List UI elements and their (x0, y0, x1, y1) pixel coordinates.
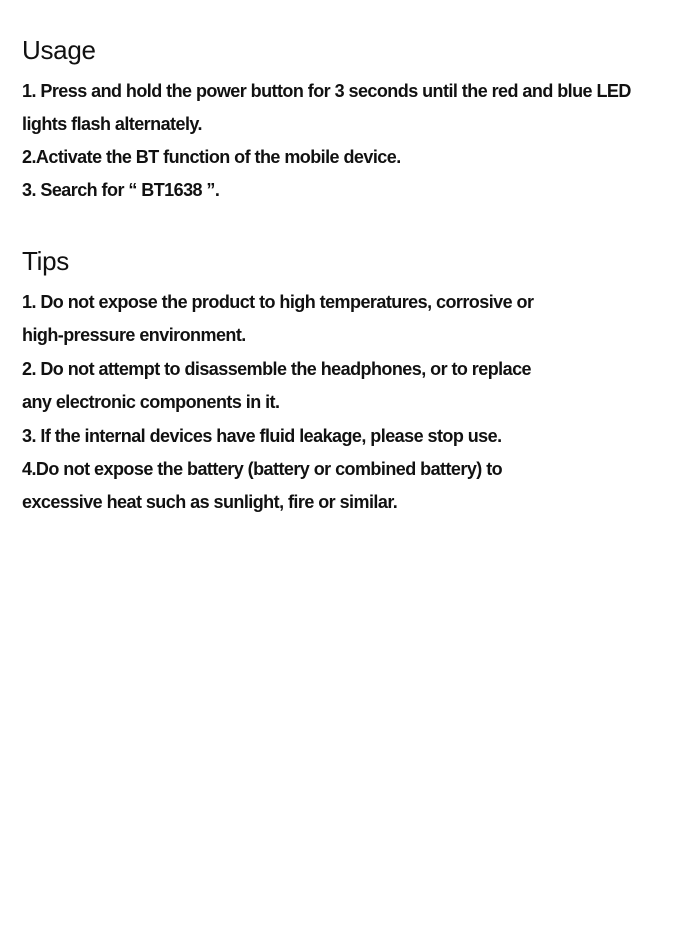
usage-line-1: 1. Press and hold the power button for 3 seconds until the red and blue LED (22, 81, 631, 101)
usage-heading: Usage (22, 35, 96, 65)
tips-line-6: 4.Do not expose the battery (battery or combined battery) to (22, 459, 503, 479)
tips-line-2: high-pressure environment. (22, 325, 246, 345)
tips-line-4: any electronic components in it. (22, 392, 280, 412)
tips-line-5: 3. If the internal devices have fluid leakage, please stop use. (22, 426, 502, 446)
usage-line-4: 3. Search for “ BT1638 ”. (22, 180, 220, 200)
tips-line-3: 2. Do not attempt to disassemble the headphones, or to replace (22, 359, 532, 379)
tips-line-1: 1. Do not expose the product to high temperatures, corrosive or (22, 292, 534, 312)
tips-heading: Tips (22, 246, 69, 276)
tips-line-7: excessive heat such as sunlight, fire or similar. (22, 492, 398, 512)
usage-line-3: 2.Activate the BT function of the mobile device. (22, 147, 401, 167)
usage-line-2: lights flash alternately. (22, 114, 202, 134)
